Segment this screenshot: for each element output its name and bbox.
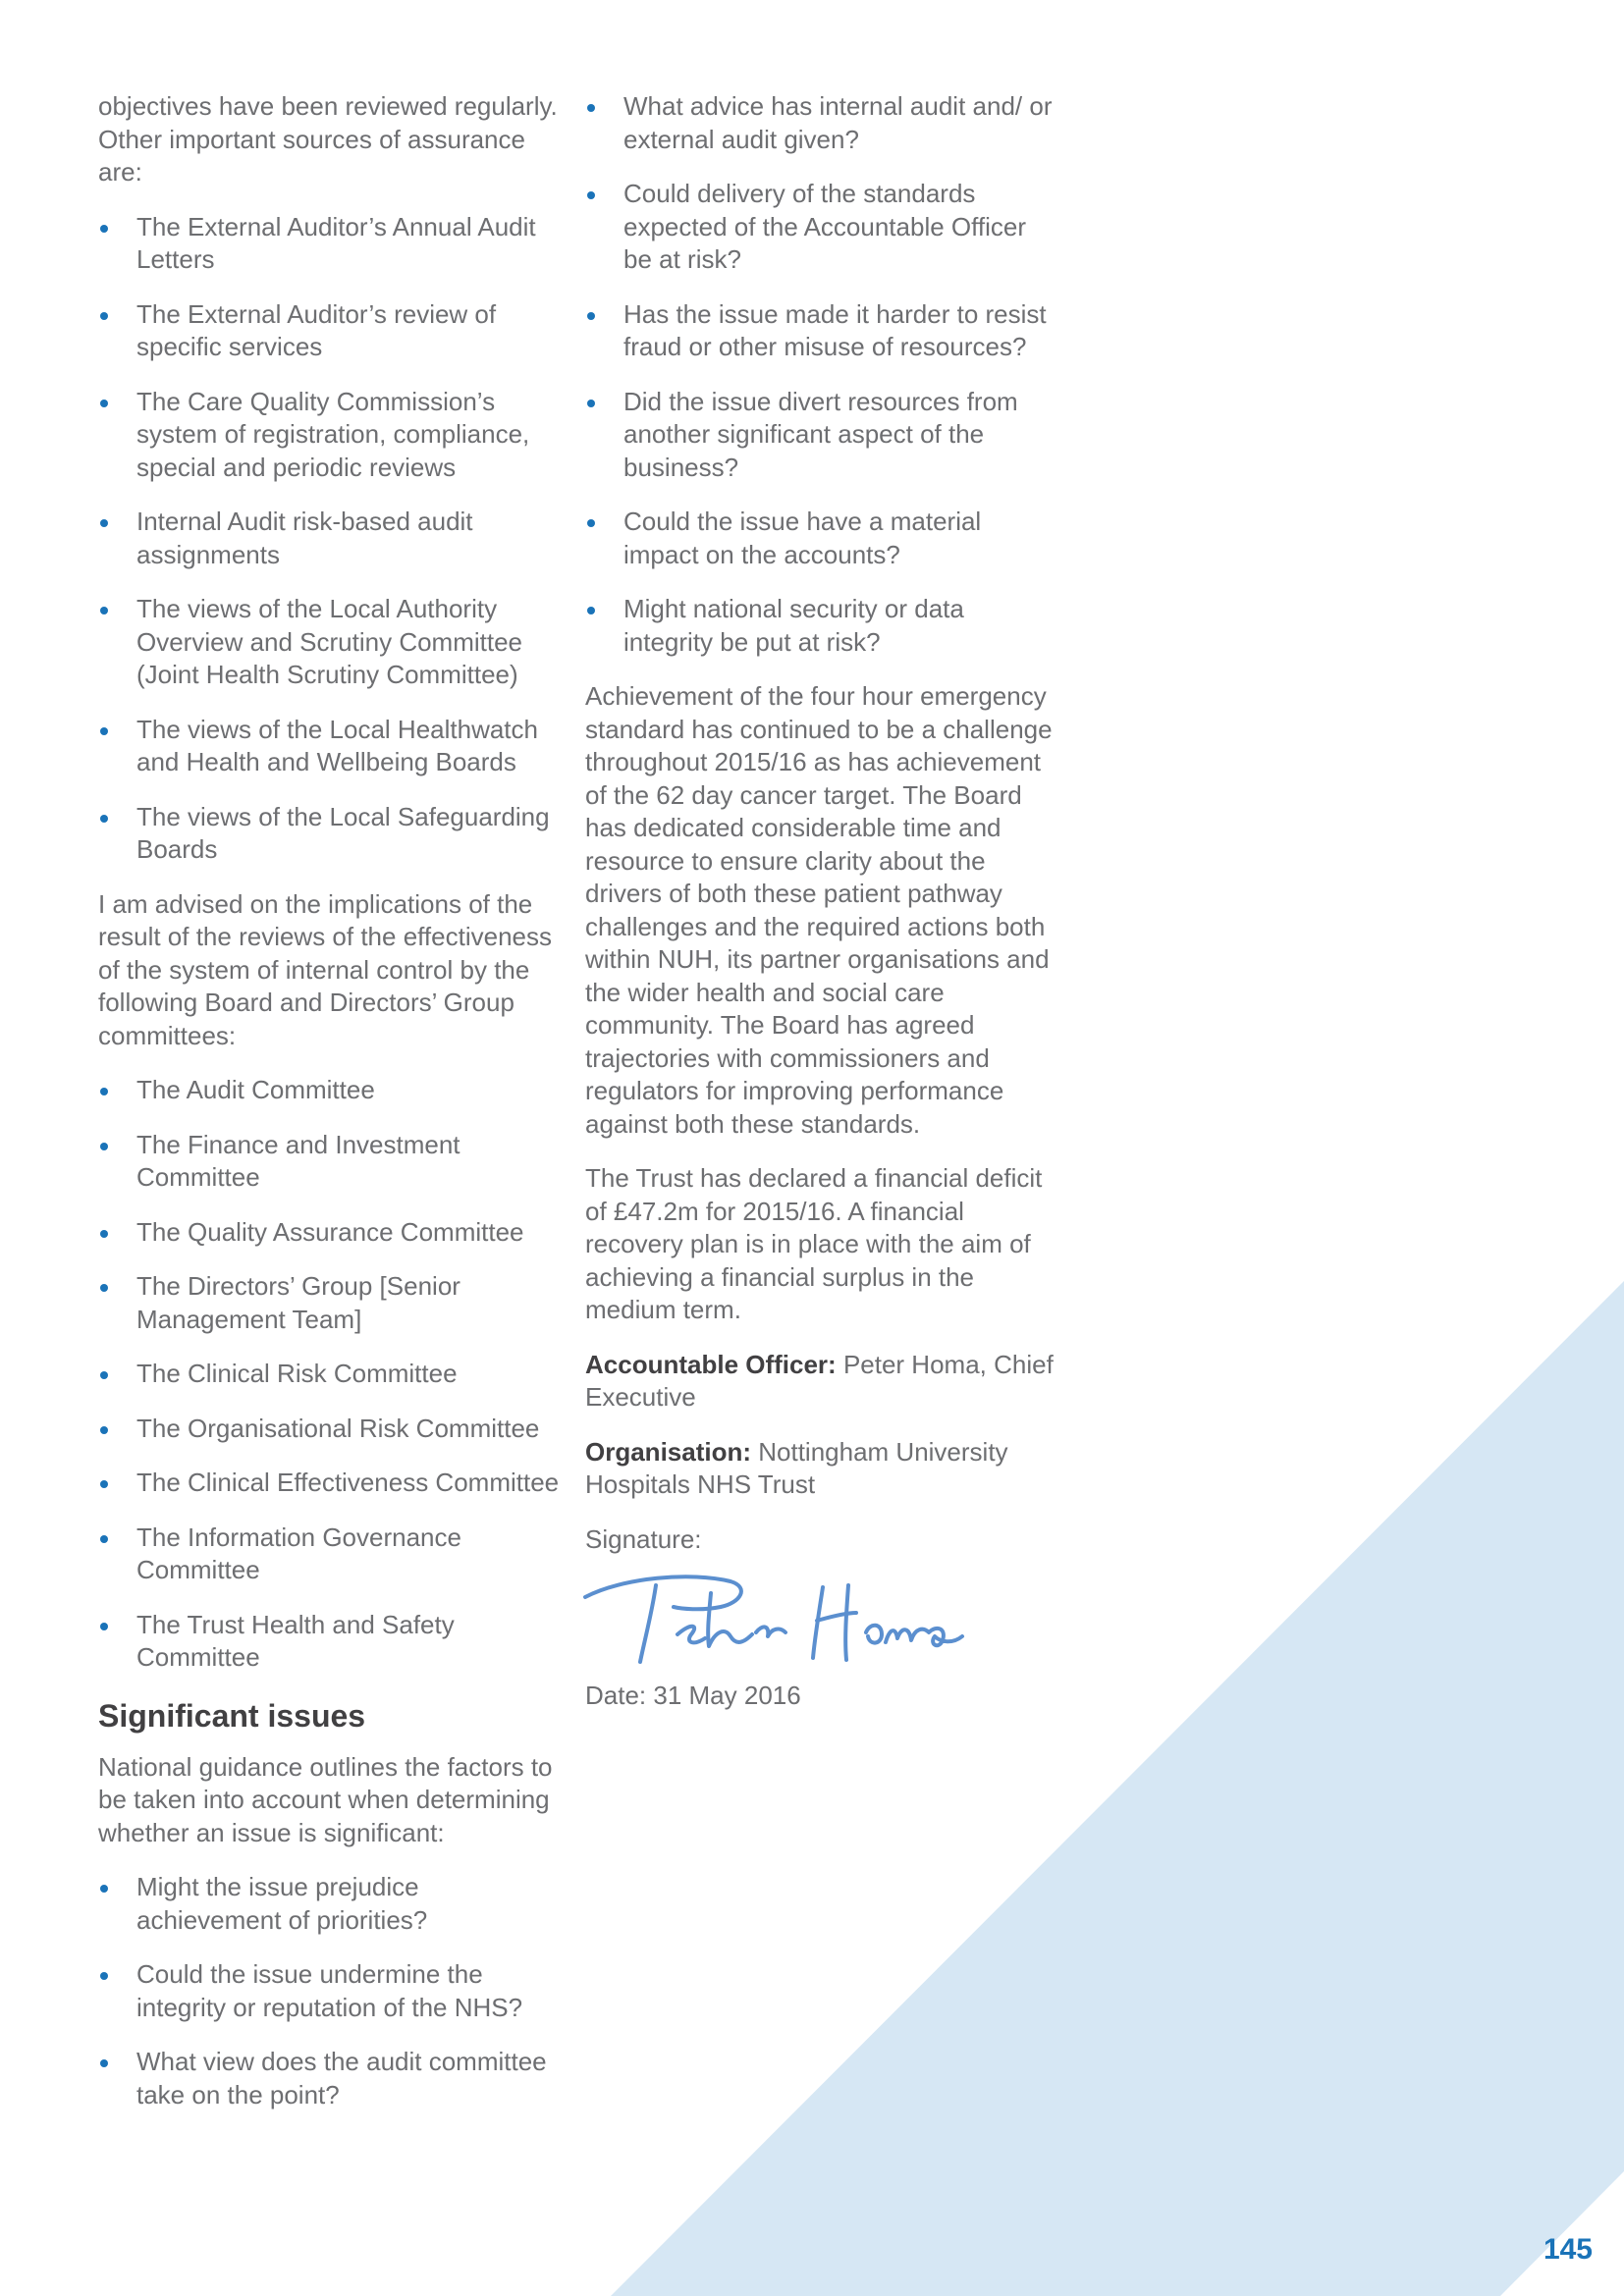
list-item: Could the issue have a material impact on the accounts? (585, 506, 1056, 571)
significance-factors-list (98, 1871, 560, 2111)
accountable-officer-line (585, 1349, 1056, 1415)
list-item: The External Auditor’s Annual Audit Letters (98, 211, 560, 277)
financial-deficit-paragraph: The Trust has declared a financial deficit of £47.2m for 2015/16. A financial recovery plan is in place with the aim of achieving a financial surplus in the medium term. (585, 1163, 1043, 1324)
list-item: The Directors’ Group [Senior Management Team] (98, 1270, 560, 1336)
organisation-label: Organisation: (585, 1436, 752, 1467)
accountable-officer-label: Accountable Officer: (585, 1349, 837, 1379)
committees-list (98, 1074, 560, 1675)
handwritten-signature (583, 1564, 966, 1672)
list-item: The Trust Health and Safety Committee (98, 1609, 560, 1675)
section-heading: Significant issues (98, 1697, 366, 1734)
page-number: 145 (1543, 2233, 1593, 2266)
assurance-sources-list (98, 211, 560, 867)
list-item: Did the issue divert resources from another significant aspect of the business? (585, 386, 1056, 485)
list-item: The Finance and Investment Committee (98, 1129, 560, 1195)
list-item: The views of the Local Authority Overview and Scrutiny Committee (Joint Health Scrutiny Committee) (98, 593, 560, 692)
list-item: Has the issue made it harder to resist fraud or other misuse of resources? (585, 298, 1056, 364)
list-item: Internal Audit risk-based audit assignments (98, 506, 560, 571)
advised-paragraph: I am advised on the implications of the result of the reviews of the effectiveness of the system of internal control by the following Board and Directors’ Group committees: (98, 888, 552, 1050)
signature-label: Signature: (585, 1523, 702, 1554)
list-item: Could delivery of the standards expected of the Accountable Officer be at risk? (585, 178, 1056, 277)
list-item: Could the issue undermine the integrity or reputation of the NHS? (98, 1958, 560, 2024)
list-item: Might national security or data integrity be put at risk? (585, 593, 1056, 659)
organisation-value: Nottingham University Hospitals NHS Trust (585, 1436, 1008, 1499)
list-item: The Clinical Effectiveness Committee (98, 1467, 560, 1500)
list-item: The Organisational Risk Committee (98, 1413, 560, 1446)
guidance-paragraph: National guidance outlines the factors to be taken into account when determining whether an issue is significant: (98, 1751, 553, 1847)
accountable-officer-value: Peter Homa, Chief Executive (585, 1349, 1054, 1412)
intro-paragraph: objectives have been reviewed regularly. Other important sources of assurance are: (98, 91, 558, 187)
list-item: The views of the Local Safeguarding Boards (98, 801, 560, 867)
list-item: The views of the Local Healthwatch and Health and Wellbeing Boards (98, 714, 560, 779)
list-item: The Quality Assurance Committee (98, 1216, 560, 1250)
significance-factors-list-continued (585, 90, 1056, 659)
list-item: The Care Quality Commission’s system of registration, compliance, special and periodic reviews (98, 386, 560, 485)
list-item: The Audit Committee (98, 1074, 560, 1107)
page-number-tab (1500, 2171, 1624, 2296)
list-item: What view does the audit committee take on the point? (98, 2046, 560, 2111)
left-column (98, 90, 560, 2133)
list-item: The External Auditor’s review of specific services (98, 298, 560, 364)
organisation-line (585, 1436, 1056, 1502)
list-item: Might the issue prejudice achievement of priorities? (98, 1871, 560, 1937)
list-item: The Information Governance Committee (98, 1522, 560, 1587)
signature-date: Date: 31 May 2016 (585, 1681, 801, 1710)
list-item: The Clinical Risk Committee (98, 1358, 560, 1391)
emergency-standard-paragraph: Achievement of the four hour emergency standard has continued to be a challenge throughout 2015/16 as has achievement of the 62 day cancer target. The Board has dedicated considerable time and resource to ensure clarity about the drivers of both these patient pathway challenges and the required actions both within NUH, its partner organisations and the wider health and social care community. The Board has agreed trajectories with commissioners and regulators for improving performance against both these standards. (585, 681, 1053, 1139)
list-item: What advice has internal audit and/ or external audit given? (585, 90, 1056, 156)
right-column (585, 90, 1056, 1735)
